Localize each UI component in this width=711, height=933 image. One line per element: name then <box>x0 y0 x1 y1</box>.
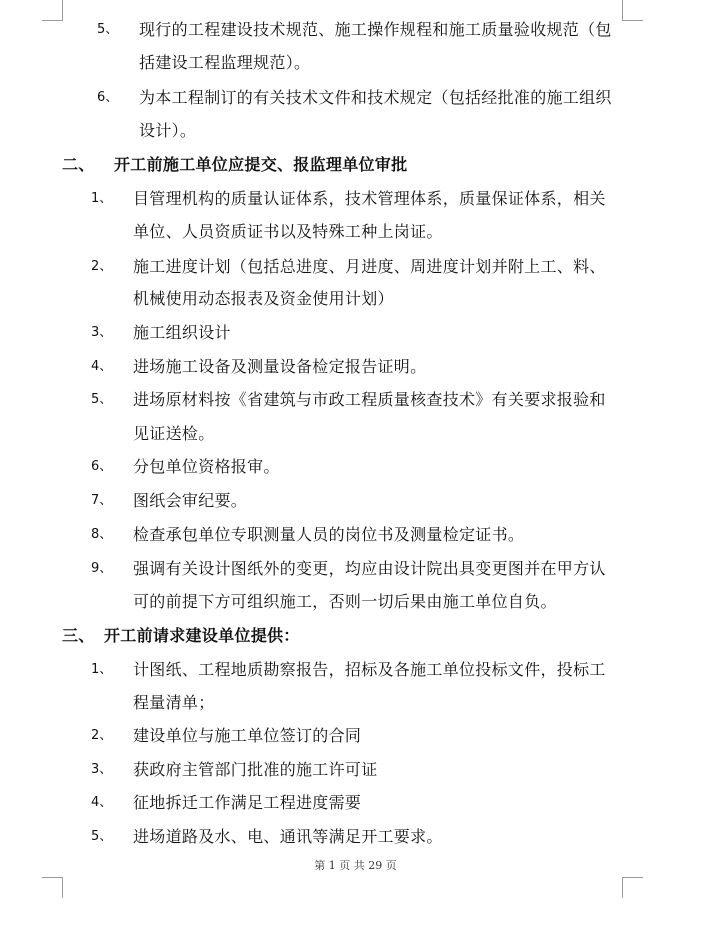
list-item-text: 单位、人员资质证书以及特殊工种上岗证。 <box>133 222 443 241</box>
list-item-text: 现行的工程建设技术规范、施工操作规程和施工质量验收规范（包 <box>139 20 612 39</box>
crop-mark-top-right <box>622 0 643 21</box>
list-item-number: 5、 <box>97 22 119 37</box>
list-item-number: 2、 <box>91 728 113 743</box>
list-item-text: 进场道路及水、电、通讯等满足开工要求。 <box>133 827 443 846</box>
list-item-text: 施工进度计划（包括总进度、月进度、周进度计划并附上工、料、 <box>133 257 606 276</box>
list-item-text: 强调有关设计图纸外的变更，均应由设计院出具变更图并在甲方认 <box>133 559 606 578</box>
list-item-number: 7、 <box>91 493 113 508</box>
list-item-text: 分包单位资格报审。 <box>133 457 280 476</box>
crop-mark-top-left <box>42 0 63 21</box>
section-number: 三、 <box>62 626 95 645</box>
list-item-text: 为本工程制订的有关技术文件和技术规定（包括经批准的施工组织 <box>139 88 612 107</box>
list-item-text: 括建设工程监理规范）。 <box>139 53 311 72</box>
list-item-number: 1、 <box>91 191 113 206</box>
list-item-text: 见证送检。 <box>133 424 215 443</box>
list-item-text: 计图纸、工程地质勘察报告，招标及各施工单位投标文件，投标工 <box>133 660 606 679</box>
list-item-text: 机械使用动态报表及资金使用计划） <box>133 289 394 308</box>
list-item-number: 5、 <box>91 392 113 407</box>
section-heading <box>62 155 407 175</box>
list-item-text: 设计）。 <box>139 121 197 140</box>
list-item-text: 征地拆迁工作满足工程进度需要 <box>133 793 362 812</box>
list-item-number: 3、 <box>91 762 113 777</box>
section-number: 二、 <box>62 155 95 174</box>
crop-mark-bottom-right <box>622 877 643 898</box>
list-item-number: 6、 <box>91 459 113 474</box>
section-title: 开工前施工单位应提交、报监理单位审批 <box>114 155 408 174</box>
list-item-number: 5、 <box>91 829 113 844</box>
list-item-text: 进场施工设备及测量设备检定报告证明。 <box>133 357 427 376</box>
crop-mark-bottom-left <box>42 877 63 898</box>
list-item-number: 4、 <box>91 359 113 374</box>
list-item-number: 1、 <box>91 662 113 677</box>
section-title: 开工前请求建设单位提供： <box>104 626 300 645</box>
list-item-text: 施工组织设计 <box>133 323 231 342</box>
list-item-text: 获政府主管部门批准的施工许可证 <box>133 760 378 779</box>
list-item-text: 建设单位与施工单位签订的合同 <box>133 726 362 745</box>
list-item-text: 图纸会审纪要。 <box>133 491 248 510</box>
list-item-text: 程量清单； <box>133 693 215 712</box>
list-item-number: 4、 <box>91 795 113 810</box>
section-heading <box>62 626 300 646</box>
list-item-number: 8、 <box>91 527 113 542</box>
list-item-number: 2、 <box>91 259 113 274</box>
list-item-number: 3、 <box>91 325 113 340</box>
list-item-text: 可的前提下方可组织施工，否则一切后果由施工单位自负。 <box>133 592 557 611</box>
page-footer: 第 1 页 共 29 页 <box>314 859 397 872</box>
list-item-number: 6、 <box>97 90 119 105</box>
list-item-text: 目管理机构的质量认证体系，技术管理体系，质量保证体系，相关 <box>133 189 606 208</box>
list-item-text: 检查承包单位专职测量人员的岗位书及测量检定证书。 <box>133 525 525 544</box>
list-item-text: 进场原材料按《省建筑与市政工程质量核查技术》有关要求报验和 <box>133 390 606 409</box>
list-item-number: 9、 <box>91 561 113 576</box>
